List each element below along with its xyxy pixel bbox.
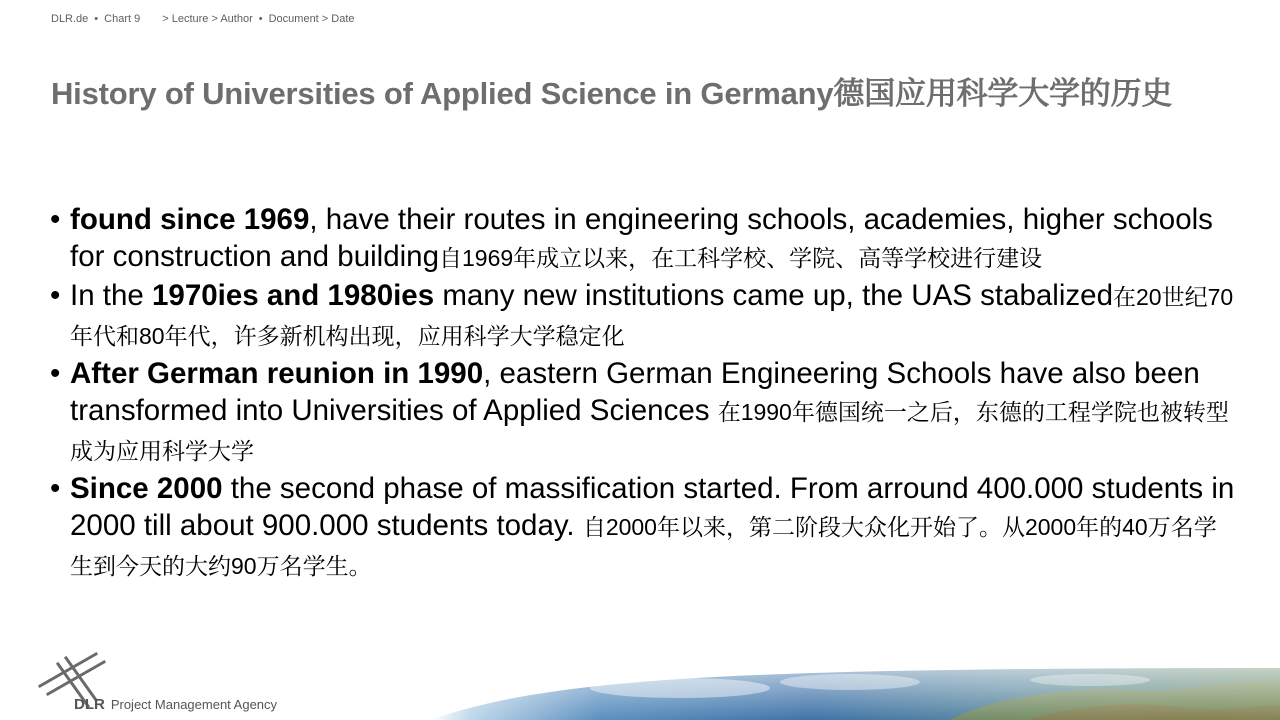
bullet-chinese: 在1990年德国统一之后，东德的工程学院也被转型成为应用科学大学 bbox=[70, 399, 1229, 464]
header-document: Document > Date bbox=[268, 13, 355, 25]
bullet-text: the second phase of massification started. From arround 400.000 students in 2000 till about 900.000 students today. bbox=[70, 472, 1235, 542]
slide-header: DLR.de • Chart 9 > Lecture > Author • Document > Date bbox=[51, 13, 355, 25]
bullet-list bbox=[50, 201, 1235, 585]
header-site: DLR.de bbox=[51, 13, 89, 25]
bullet-bold: 1970ies and 1980ies bbox=[152, 279, 435, 312]
bullet-dot: • bbox=[50, 203, 61, 236]
bullet-text: , eastern German Engineering Schools have also been transformed into Universities of Applied Sciences bbox=[70, 357, 1200, 427]
bullet-chinese: 自1969年成立以来，在工科学校、学院、高等学校进行建设 bbox=[438, 245, 1043, 271]
bullet-text: , have their routes in engineering schools, academies, higher schools for construction and building bbox=[70, 203, 1213, 273]
bullet-text: many new institutions came up, the UAS stabalized bbox=[434, 279, 1113, 312]
bullet-dot: • bbox=[50, 279, 61, 312]
header-chart: Chart 9 bbox=[104, 13, 141, 25]
slide-title: History of Universities of Applied Science in Germany德国应用科学大学的历史 bbox=[51, 76, 1173, 111]
footer-logo-text: DLR bbox=[74, 696, 105, 713]
bullet-bold: found since 1969 bbox=[70, 203, 310, 236]
bullet-item bbox=[50, 277, 1235, 355]
bullet-item bbox=[50, 201, 1235, 277]
earth-banner-image bbox=[430, 668, 1280, 720]
bullet-dot: • bbox=[50, 472, 61, 505]
bullet-dot: • bbox=[50, 357, 61, 390]
bullet-chinese: 自2000年以来，第二阶段大众化开始了。从2000年的40万名学生到今天的大约90万名学生。 bbox=[70, 514, 1217, 579]
bullet-bold: Since 2000 bbox=[70, 472, 223, 505]
bullet-chinese: 在20世纪70年代和80年代，许多新机构出现，应用科学大学稳定化 bbox=[70, 284, 1234, 349]
bullet-item bbox=[50, 355, 1235, 470]
header-lecture: > Lecture > Author bbox=[162, 13, 253, 25]
bullet-pre: In the bbox=[70, 279, 153, 312]
bullet-item bbox=[50, 470, 1235, 585]
footer-agency-name: Project Management Agency bbox=[110, 697, 278, 712]
footer-agency bbox=[74, 696, 277, 713]
bullet-bold: After German reunion in 1990 bbox=[70, 357, 484, 390]
